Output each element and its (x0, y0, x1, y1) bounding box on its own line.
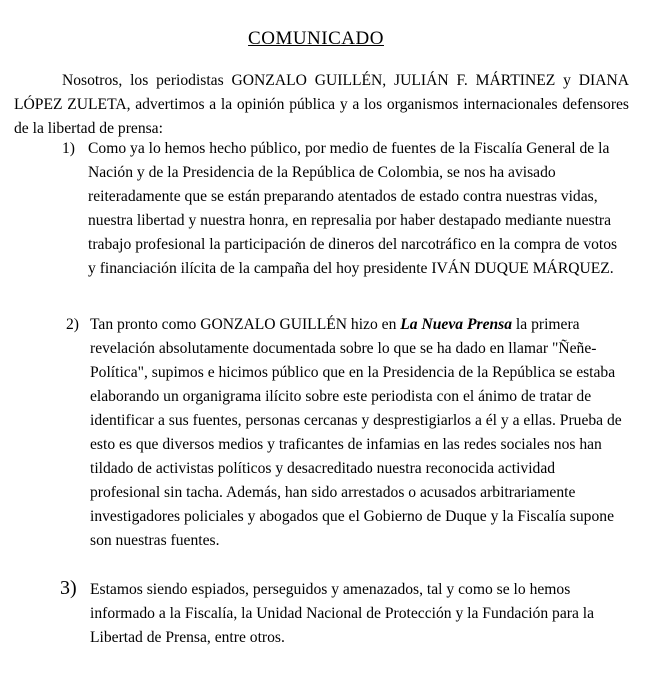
item-text (90, 313, 622, 553)
publication-name: La Nueva Prensa (400, 316, 513, 333)
item-text-after: la primera revelación absolutamente documentada sobre lo que se ha dado en llamar "Ñeñe-Política", supimos e hicimos público que en la Presidencia de la República se estaba elaborando un organigrama ilícito sobre este periodista con el ánimo de tratar de identificar a sus fuentes, personas cercanas y desprestigiarlos a él y a ellas. Prueba de esto es que diversos medios y traficantes de infamias en las redes sociales nos han tildado de activistas políticos y desacreditado nuestra reconocida actividad profesional sin tacha. Además, han sido arrestados o acusados arbitrariamente investigadores policiales y abogados que el Gobierno de Duque y la Fiscalía supone son nuestras fuentes. (90, 316, 622, 549)
item-text: Como ya lo hemos hecho público, por medio de fuentes de la Fiscalía General de la Nación y de la Presidencia de la República de Colombia, se nos ha avisado reiteradamente que se están preparando atentados de estado contra nuestras vidas, nuestra libertad y nuestra honra, en represalia por haber destapado mediante nuestra trabajo profesional la participación de dineros del narcotráfico en la compra de votos y financiación ilícita de la campaña del hoy presidente IVÁN DUQUE MÁRQUEZ. (88, 140, 618, 277)
item-number: 1) (62, 140, 75, 157)
intro-text: Nosotros, los periodistas GONZALO GUILLÉN, JULIÁN F. MÁRTINEZ y DIANA LÓPEZ ZULETA, advertimos a la opinión pública y a los organismos internacionales defensores de la libertad de prensa: (14, 72, 629, 137)
document-title: COMUNICADO (248, 28, 384, 49)
item-number: 2) (66, 316, 79, 333)
item-number: 3) (60, 577, 77, 599)
intro-paragraph (14, 69, 629, 141)
item-text: Estamos siendo espiados, perseguidos y amenazados, tal y como se lo hemos informado a la Fiscalía, la Unidad Nacional de Protección y la Fundación para la Libertad de Prensa, entre otros. (90, 581, 595, 646)
item-text-before: Tan pronto como GONZALO GUILLÉN hizo en (90, 316, 401, 333)
